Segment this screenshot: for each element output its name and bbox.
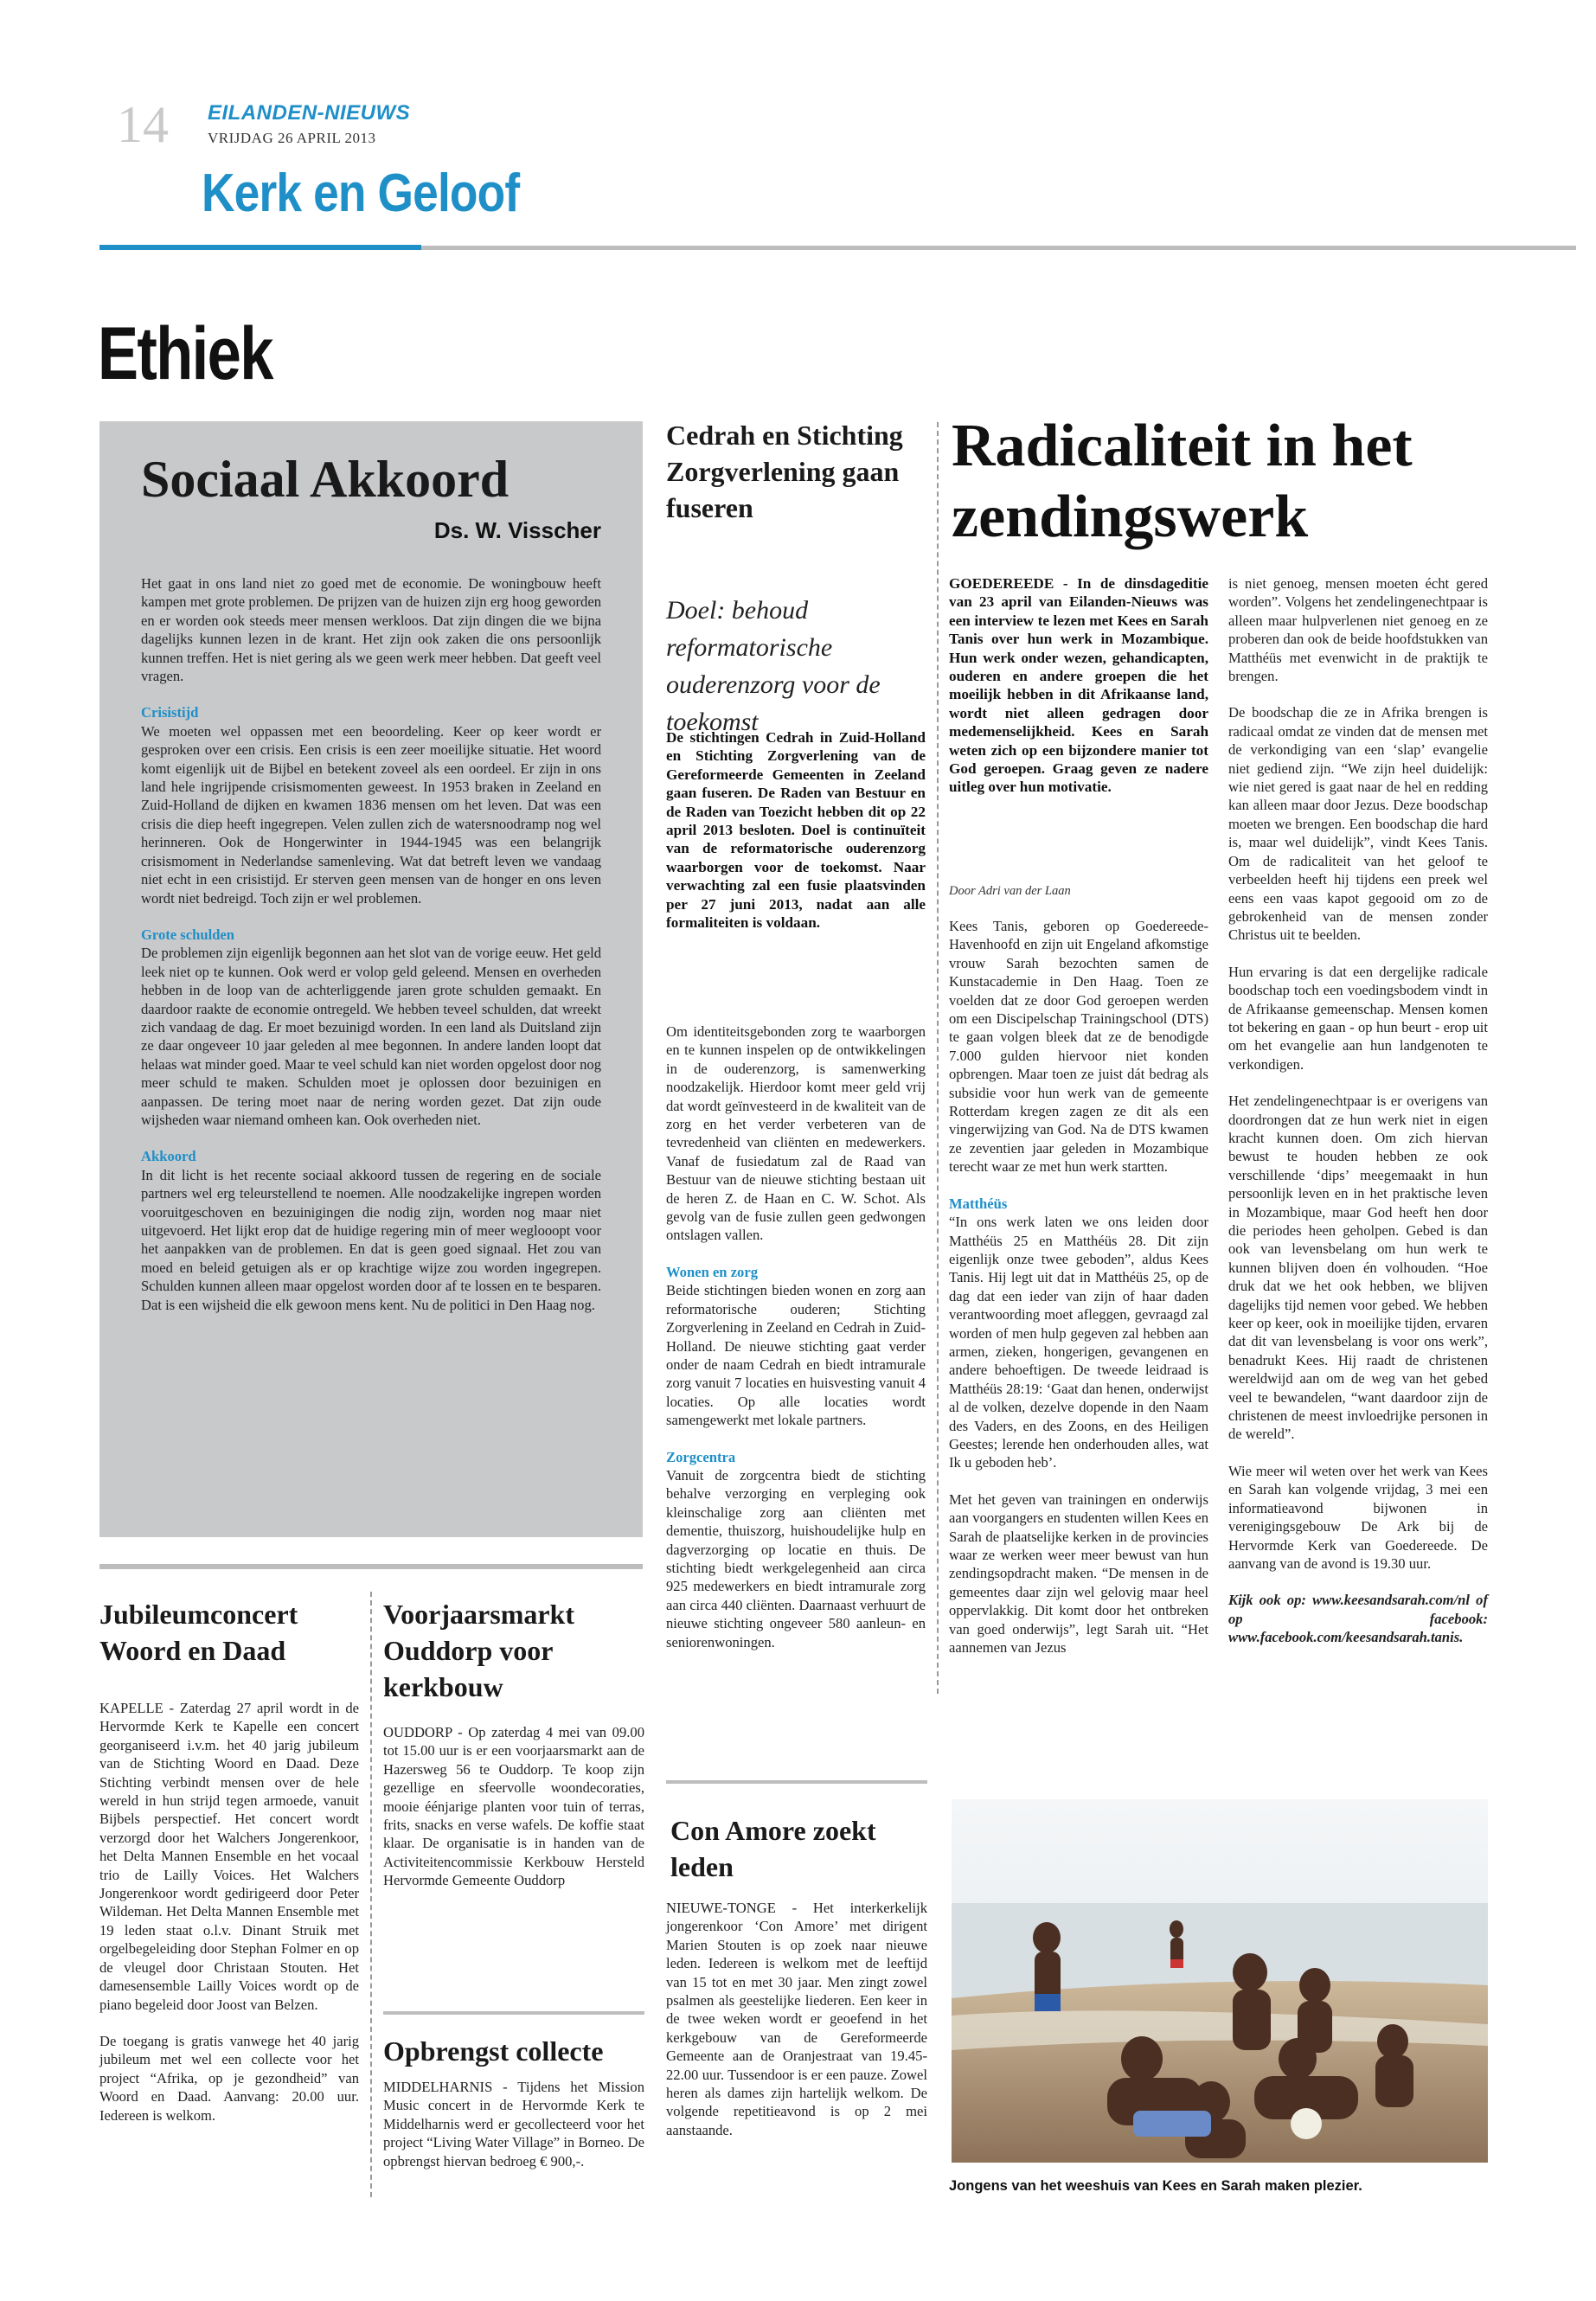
article-author: Ds. W. Visscher <box>433 517 601 543</box>
issue-date: VRIJDAG 26 APRIL 2013 <box>208 130 376 146</box>
beach-children-photo <box>952 1799 1488 2163</box>
paragraph: Kees Tanis, geboren op Goedereede-Havenhoofd en zijn uit Engeland afkomstige vrouw Sarah bezochten samen de Kunstacademie in Den Haag. Toen ze voelden dat ze door God geroepen werden om een Discipelschap Trainingschool (DTS) te gaan volgen bleek dat ze de benodigde 7.000 gulden hiervoor niet konden opbrengen. Maar toen ze juist dát bedrag als subsidie voor hun werk van de gemeente Rotterdam kregen zagen ze dit als een vingerwijzing van God. Na de DTS kwamen ze zeventien jaar geleden in Mozambique terecht waar ze met hun werk startten. <box>949 918 1208 1176</box>
paragraph: Wie meer wil weten over het werk van Kees en Sarah kan volgende vrijdag, 3 mei een informatieavond bijwonen in verenigingsgebouw De Ark bij de Hervormde Kerk van Goedereede. De aanvang van de avond is 19.30 uur. <box>1228 1462 1488 1572</box>
column-heading: Ethiek <box>98 312 272 395</box>
section-rule-accent <box>99 245 421 250</box>
article-standfirst: Doel: behoud reformatorische ouderenzorg voor de toekomst <box>666 596 881 736</box>
paragraph: Om identiteitsgebonden zorg te waarborgen en te kunnen inspelen op de ontwikkelingen in de ouderenzorg, is samenwerking noodzakelijk. Hierdoor komt meer geld vrij dat wordt geïnvesteerd in de kwaliteit van de zorg en het verder verbeteren van de tevredenheid van cliënten en medewerkers. Vanaf de fusiedatum zal de Raad van Bestuur van de nieuwe stichting bestaan uit de heren Z. de Haan en C. W. Schot. Als gevolg van de fusie zullen geen gedwongen ontslagen vallen. <box>666 1023 926 1244</box>
article-title: Radicaliteit in het zendingswerk <box>952 413 1413 550</box>
article-lead: GOEDEREEDE - In de dinsdageditie van 23 april van Eilanden-Nieuws was een interview te lezen met Kees en Sarah Tanis over hun werk in Mozambique. Hun werk onder wezen, gehandicapten, ouderen en andere groepen die het moeilijk hebben in dit Afrikaanse land, wordt niet alleen gedragen door medemenselijkheid. Kees en Sarah weten zich op een bijzondere manier tot God geroepen. Graag geven ze nadere uitleg over hun motivatie. <box>949 575 1208 796</box>
paragraph: Hun ervaring is dat een dergelijke radicale boodschap toch een voedingsbodem vindt in de Afrikaanse gemeenschap. Mensen komen tot bekering en gaan - op hun beurt - erop uit om het evangelie aan hun landgenoten te verkondigen. <box>1228 963 1488 1073</box>
article-title: Jubileumconcert Woord en Daad <box>99 1599 298 1666</box>
article-body <box>141 574 601 1332</box>
section-rule <box>421 246 1576 250</box>
column-divider <box>370 1592 372 2197</box>
column-divider <box>937 422 939 1694</box>
paragraph: Het gaat in ons land niet zo goed met de economie. De woningbouw heeft kampen met grote problemen. De prijzen van de huizen zijn erg hoog geworden en er worden ook steeds meer mensen werkloos. Dat zijn dingen die we bijna dagelijks kunnen lezen in de krant. Het zijn ook zaken die ons persoonlijk kunnen treffen. Het is niet gering als we geen werk meer hebben. Dat geeft veel vragen. <box>141 575 601 685</box>
page-number: 14 <box>117 96 169 153</box>
subheading: Matthéüs <box>949 1195 1008 1212</box>
article-body <box>666 1899 927 2157</box>
article-body <box>949 917 1208 1675</box>
masthead-logo: EILANDEN-NIEUWS <box>208 101 411 125</box>
paragraph: Beide stichtingen bieden wonen en zorg aan reformatorische ouderen; Stichting Zorgverlening in Zeeland en Cedrah in Zuid-Holland. De nieuwe stichting gaat verder onder de naam Cedrah en biedt intramurale zorg vanuit 7 locaties en huisvesting vanuit 4 locaties. Op alle locaties wordt samengewerkt met lokale partners. <box>666 1282 926 1429</box>
paragraph: De boodschap die ze in Afrika brengen is radicaal omdat ze vinden dat de mensen met de verkondiging van een ‘slap’ evangelie niet gediend zijn. “We zijn heel duidelijk: wie niet gered is gaat naar de hel en redding kan alleen maar door Jezus. Deze boodschap moeten we brengen. Een boodschap die hard is, maar wel duidelijk”, vindt Kees Tanis. Om de radicaliteit van het geloof te verbeelden heeft hij tijdens een preek wel eens een vaas kapot gegooid om zo de gebrokenheid van de mensen zonder Christus uit te beelden. <box>1228 704 1488 944</box>
website-link: Kijk ook op: www.keesandsarah.com/nl of op facebook: www.facebook.com/keesandsarah.tanis. <box>1228 1592 1488 1646</box>
paragraph: “In ons werk laten we ons leiden door Matthéüs 25 en Matthéüs 28. Dit zijn eigenlijk onze twee geboden”, aldus Kees Tanis. Hij legt uit dat in Matthéüs 25, op de dag dat een ieder van zijn of haar daden verantwoording moet afleggen, gevraagd zal worden of men hulp gegeven zal hebben aan armen, zieken, hongerigen, gevangenen en andere behoeftigen. De tweede leidraad is Matthéüs 28:19: ‘Gaat dan henen, onderwijst al de volken, dezelve dopende in den Naam des Vaders, en des Zoons, en des Heiligen Geestes; lerende hen onderhouden alles, wat Ik u geboden heb’. <box>949 1214 1208 1471</box>
photo-caption: Jongens van het weeshuis van Kees en Sarah maken plezier. <box>949 2178 1362 2194</box>
section-divider <box>666 1780 927 1784</box>
paragraph: is niet genoeg, mensen moeten écht gered worden”. Volgens het zendelingenechtpaar is alleen maar hulpverlenen niet genoeg en ze proberen dan ook de beide hoofdstukken van Matthéüs met evenwicht in de praktijk te brengen. <box>1228 575 1488 685</box>
paragraph: NIEUWE-TONGE - Het interkerkelijk jongerenkoor ‘Con Amore’ met dirigent Marien Stouten is op zoek naar nieuwe leden. Iedereen is welkom met de leeftijd van 15 tot en met 30 jaar. Men zingt zowel psalmen als geestelijke liederen. Een keer in de twee weken wordt er geoefend in het kerkgebouw van de Gereformeerde Gemeente aan de Oranjestraat van 19.45-22.00 uur. Tussendoor is er een pauze. Zowel heren als dames zijn hartelijk welkom. De volgende repetitieavond is op 2 mei aanstaande. <box>666 1900 927 2138</box>
section-divider <box>383 2011 644 2015</box>
paragraph: MIDDELHARNIS - Tijdens het Mission Music concert in de Hervormde Kerk te Middelharnis werd er gecollecteerd voor het project “Living Water Village” in Borneo. De opbrengst hiervan bedroeg € 900,-. <box>383 2079 644 2170</box>
paragraph: In dit licht is het recente sociaal akkoord tussen de regering en de sociale partners wel erg teleurstellend te noemen. Alle noodzakelijke ingrepen worden vooruitgeschoven en bezuinigingen die nodig zijn, worden nog maar niet uitgevoerd. Het lijkt erop dat de huidige regering min of meer weglooopt voor het aanpakken van de problemen. En dat is geen goed signaal. Het zou van moed en beleid getuigen als er op krachtige wijze zou worden ingegrepen. Schulden kunnen alleen maar opgelost worden door af te lossen en te besparen. Dat is een wijsheid die elk gewoon mens kent. Nu de politici in Den Haag nog. <box>141 1166 601 1313</box>
article-title: Cedrah en Stichting Zorgverlening gaan fuseren <box>666 420 903 523</box>
article-body <box>666 1022 926 1670</box>
article-lead: De stichtingen Cedrah in Zuid-Holland en Stichting Zorgverlening van de Gereformeerde Gemeenten in Zeeland gaan fuseren. De Raden van Bestuur en de Raden van Toezicht hebben dit op 22 april 2013 besloten. Doel is continuïteit van de reformatorische ouderenzorg waarborgen voor de toekomst. Naar verwachting zal een fusie plaatsvinden per 27 juni 2013, nadat aan alle formaliteiten is voldaan. <box>666 729 926 932</box>
article-title: Opbrengst collecte <box>383 2035 604 2067</box>
article-title: Voorjaarsmarkt Ouddorp voor kerkbouw <box>383 1599 574 1702</box>
paragraph: Met het geven van trainingen en onderwijs aan voorgangers en studenten willen Kees en Sarah de plaatselijke kerken in de provincies waar ze werken weer meer bewust van hun zendingsopdracht maken. “De mensen in de gemeentes daar zijn wel gelovig maar heel oppervlakkig. Dit komt door het ontbreken van goed onderwijs”, legt Sarah uit. “Het aannemen van Jezus <box>949 1490 1208 1657</box>
paragraph: We moeten wel oppassen met een beoordeling. Keer op keer wordt er gesproken over een crisis. Een crisis is een zeer moeilijke situatie. Het woord komt eigenlijk uit de Bijbel en betekent zoveel als een oordeel. Er zijn in ons land hele ingrijpende crisismomenten geweest. In 1953 braken in Zeeland en Zuid-Holland de dijken en kwamen 1836 mensen om het leven. Dat was een crisis die diep heeft ingegrepen. Velen zullen zich de watersnoodramp nog wel herinneren. Ook de Hongerwinter in 1944-1945 was een belangrijk crisismoment in Nederlandse samenleving. Wat dat betreft leven we vandaag niet echt in een crisistijd. Er sterven geen mensen van de honger en ons leven wordt niet bedreigd. Toch zijn er wel problemen. <box>141 722 601 907</box>
subheading: Zorgcentra <box>666 1448 736 1465</box>
paragraph: De toegang is gratis vanwege het 40 jarig jubileum met wel een collecte voor het project “Afrika, op je gezondheid” van Woord en Daad. Aanvang: 20.00 uur. Iedereen is welkom. <box>99 2032 359 2124</box>
article-title: Con Amore zoekt leden <box>670 1815 876 1882</box>
paragraph: De problemen zijn eigenlijk begonnen aan het slot van de vorige eeuw. Het geld leek niet op te kunnen. Ook werd er volop geld geleend. Mensen en overheden hebben in de loop van de achterliggende jaren grote schulden gemaakt. En daardoor raakte de economie ontregeld. We hebben teveel schulden, dat wreekt zich vandaag de dag. Er moet bezuinigd worden. In een land als Duitsland zijn ze daar ongeveer 10 jaar geleden al mee begonnen. In andere landen loopt dat helaas wat minder goed. Maar te veel schuld kan niet worden opgelost door nog meer schuld te maken. Schulden moet je oplossen door bezuinigen en aanpassen. De tering moet naar de nering worden gezet. Dat zijn oude wijsheden waar niemand omheen kan. Ook overheden niet. <box>141 945 601 1128</box>
paragraph: Het zendelingenechtpaar is er overigens van doordrongen dat ze hun werk niet in eigen kracht kunnen doen. Om zich hiervan bewust te houden hebben ze ook verschillende ‘dips’ meegemaakt in hun persoonlijk leven en in het praktische leven in Mozambique, maar God heeft hen door die periodes heen geholpen. Gebed is dan ook van levensbelang om hun werk te kunnen blijven doen én volhouden. “Hoe druk dat we het ook hebben, we blijven dagelijks tijd nemen voor gebed. We hebben keer op keer, ook in moeilijke tijden, ervaren dat dit van levensbelang is voor ons werk”, benadrukt Kees. Hij raadt de christenen wereldwijd aan om de weg van het gebed veel te bewandelen, “want daardoor zijn de christenen de meest invloedrijke personen in de wereld”. <box>1228 1093 1488 1443</box>
paragraph: KAPELLE - Zaterdag 27 april wordt in de Hervormde Kerk te Kapelle een concert georganiseerd i.v.m. het 40 jarig jubileum van de Stichting Woord en Daad. Deze Stichting verbindt mensen over de hele wereld in hun strijd tegen armoede, vanuit Bijbels perspectief. Het concert wordt verzorgd door het Walchers Jongerenkoor, het Delta Mannen Ensemble en het vocaal trio de Lailly Voices. Het Walchers Jongerenkoor wordt gedirigeerd door Peter Wildeman. Het Delta Mannen Ensemble met 19 leden staat o.l.v. Dinant Struik met orgelbegeleiding door Stephan Folmer en op de vleugel door Christaan Stouten. Het damesensemble Lailly Voices wordt op de piano begeleid door Joost van Belzen. <box>99 1700 359 2013</box>
subheading: Akkoord <box>141 1148 196 1165</box>
subheading: Wonen en zorg <box>666 1263 759 1280</box>
article-body <box>383 2078 644 2189</box>
paragraph: Vanuit de zorgcentra biedt de stichting behalve verzorging en verpleging ook kleinschalige zorg aan cliënten met dementie, thuiszorg, huishoudelijke hulp en dagverzorging op locatie en thuis. De stichting biedt werkgelegenheid aan circa 925 medewerkers en biedt intramurale zorg aan circa 440 cliënten. Daarnaast verhuurt de nieuwe stichting ongeveer 580 aanleun- en seniorenwoningen. <box>666 1466 926 1650</box>
article-byline: Door Adri van der Laan <box>949 884 1071 898</box>
paragraph: OUDDORP - Op zaterdag 4 mei van 09.00 tot 15.00 uur is er een voorjaarsmarkt aan de Hazersweg 56 te Ouddorp. Te koop zijn gezellige en sfeervolle woondecoraties, mooie éénjarige planten voor tuin of terras, frits, snacks en verse wafels. De koffie staat klaar. De organisatie is in handen van de Activiteitencommissie Kerkbouw Hersteld Hervormde Gemeente Ouddorp <box>383 1724 644 1889</box>
subheading: Crisistijd <box>141 704 199 721</box>
article-photo <box>952 1799 1488 2163</box>
section-title: Kerk en Geloof <box>202 163 520 223</box>
article-body <box>99 1699 359 2143</box>
section-divider <box>99 1564 643 1569</box>
article-body <box>383 1723 644 1908</box>
subheading: Grote schulden <box>141 926 235 943</box>
article-body-column <box>1228 574 1488 1665</box>
article-title: Sociaal Akkoord <box>141 451 510 508</box>
